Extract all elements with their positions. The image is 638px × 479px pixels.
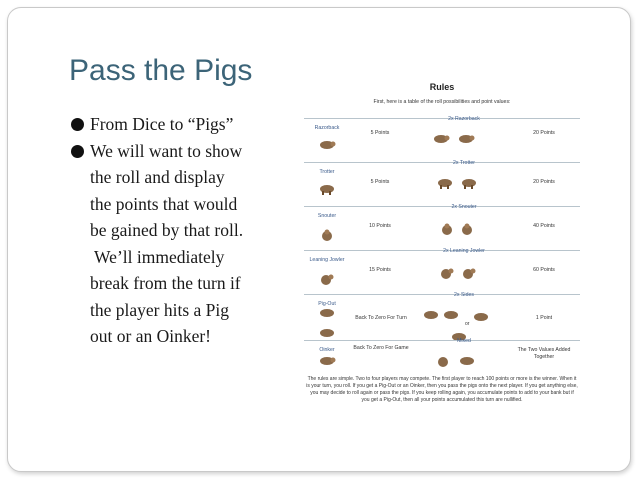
bullet-line: We’ll immediately — [90, 246, 225, 267]
pig-icon — [422, 309, 440, 321]
pig-icon — [460, 267, 478, 279]
double-roll-points: 60 Points — [533, 267, 555, 273]
bullet-line: be gained by that roll. — [90, 220, 244, 240]
double-roll-name: 2x Snouter — [451, 204, 477, 210]
rules-intro: First, here is a table of the roll possibilities and point values: — [373, 99, 511, 105]
double-roll-points: 20 Points — [533, 179, 555, 185]
pig-icon — [432, 133, 450, 145]
roll-name: Leaning Jowler — [309, 257, 345, 263]
double-roll-name: Mixed — [457, 338, 471, 344]
double-roll-points: 1 Point — [535, 315, 553, 321]
roll-name: Trotter — [319, 169, 335, 175]
rules-image — [304, 78, 580, 410]
pig-icon — [458, 355, 476, 367]
bullet-line: From Dice to “Pigs” — [90, 114, 234, 134]
double-roll-points: 20 Points — [533, 130, 555, 136]
roll-points: Back To Zero For Game — [353, 345, 409, 351]
pig-icon — [318, 307, 336, 319]
slide-title: Pass the Pigs — [69, 54, 253, 87]
rule-row — [304, 340, 580, 375]
double-roll-name: 2x Razorback — [448, 116, 480, 122]
or-label: or — [465, 321, 470, 327]
pig-icon — [436, 177, 454, 189]
bullet-line: break from the turn if — [90, 273, 241, 293]
rules-title: Rules — [429, 82, 455, 92]
double-roll-name: 2x Leaning Jowler — [443, 248, 485, 254]
roll-points: 10 Points — [369, 223, 391, 229]
pig-icon — [318, 139, 336, 151]
roll-name: Snouter — [317, 213, 337, 219]
pig-icon — [457, 133, 475, 145]
pig-icon — [318, 327, 336, 339]
bullet-line: the player hits a Pig — [90, 299, 230, 320]
double-roll-points: The Two Values Added Together — [517, 347, 571, 360]
roll-name: Razorback — [314, 125, 340, 131]
pig-icon — [472, 311, 490, 323]
bullet-dot-icon — [71, 118, 84, 131]
bullet-line: out or an Oinker! — [90, 326, 212, 346]
pig-icon — [458, 223, 476, 235]
roll-points: Back To Zero For Turn — [355, 315, 407, 321]
pig-icon — [442, 309, 460, 321]
roll-points: 5 Points — [370, 179, 390, 185]
bullet-item — [60, 138, 292, 350]
roll-points: 5 Points — [370, 130, 390, 136]
pig-icon — [434, 355, 452, 367]
bullet-list — [60, 111, 292, 350]
bullet-line: We will want to show — [90, 140, 243, 161]
pig-icon — [438, 223, 456, 235]
pig-icon — [438, 267, 456, 279]
double-roll-points: 40 Points — [533, 223, 555, 229]
pig-icon — [318, 229, 336, 241]
pig-icon — [318, 183, 336, 195]
bullet-dot-icon — [71, 145, 84, 158]
bullet-item — [60, 111, 292, 138]
double-roll-name: 2x Sides — [454, 292, 474, 298]
rules-footer: The rules are simple. Two to four players may compete. The first player to reach 100 points or more is the winner. When it is your turn, you roll. If you get a Pig-Out or an Oinker, then you pass the pigs onto the next player. If you get anything else, you may decide to roll again or pass the pigs. If you keep rolling again, you accumulate points to add to your bank but if you get a Pig-Out, then all your points accumulated this turn are nullified. — [306, 376, 578, 403]
roll-name: Pig-Out — [318, 301, 336, 307]
roll-name: Oinker — [319, 347, 335, 353]
pig-icon — [318, 355, 336, 367]
pig-icon — [460, 177, 478, 189]
pig-icon — [318, 273, 336, 285]
bullet-line: the roll and display — [90, 167, 225, 187]
roll-points: 15 Points — [369, 267, 391, 273]
bullet-line: the points that would — [90, 193, 238, 214]
double-roll-name: 2x Trotter — [453, 160, 475, 166]
